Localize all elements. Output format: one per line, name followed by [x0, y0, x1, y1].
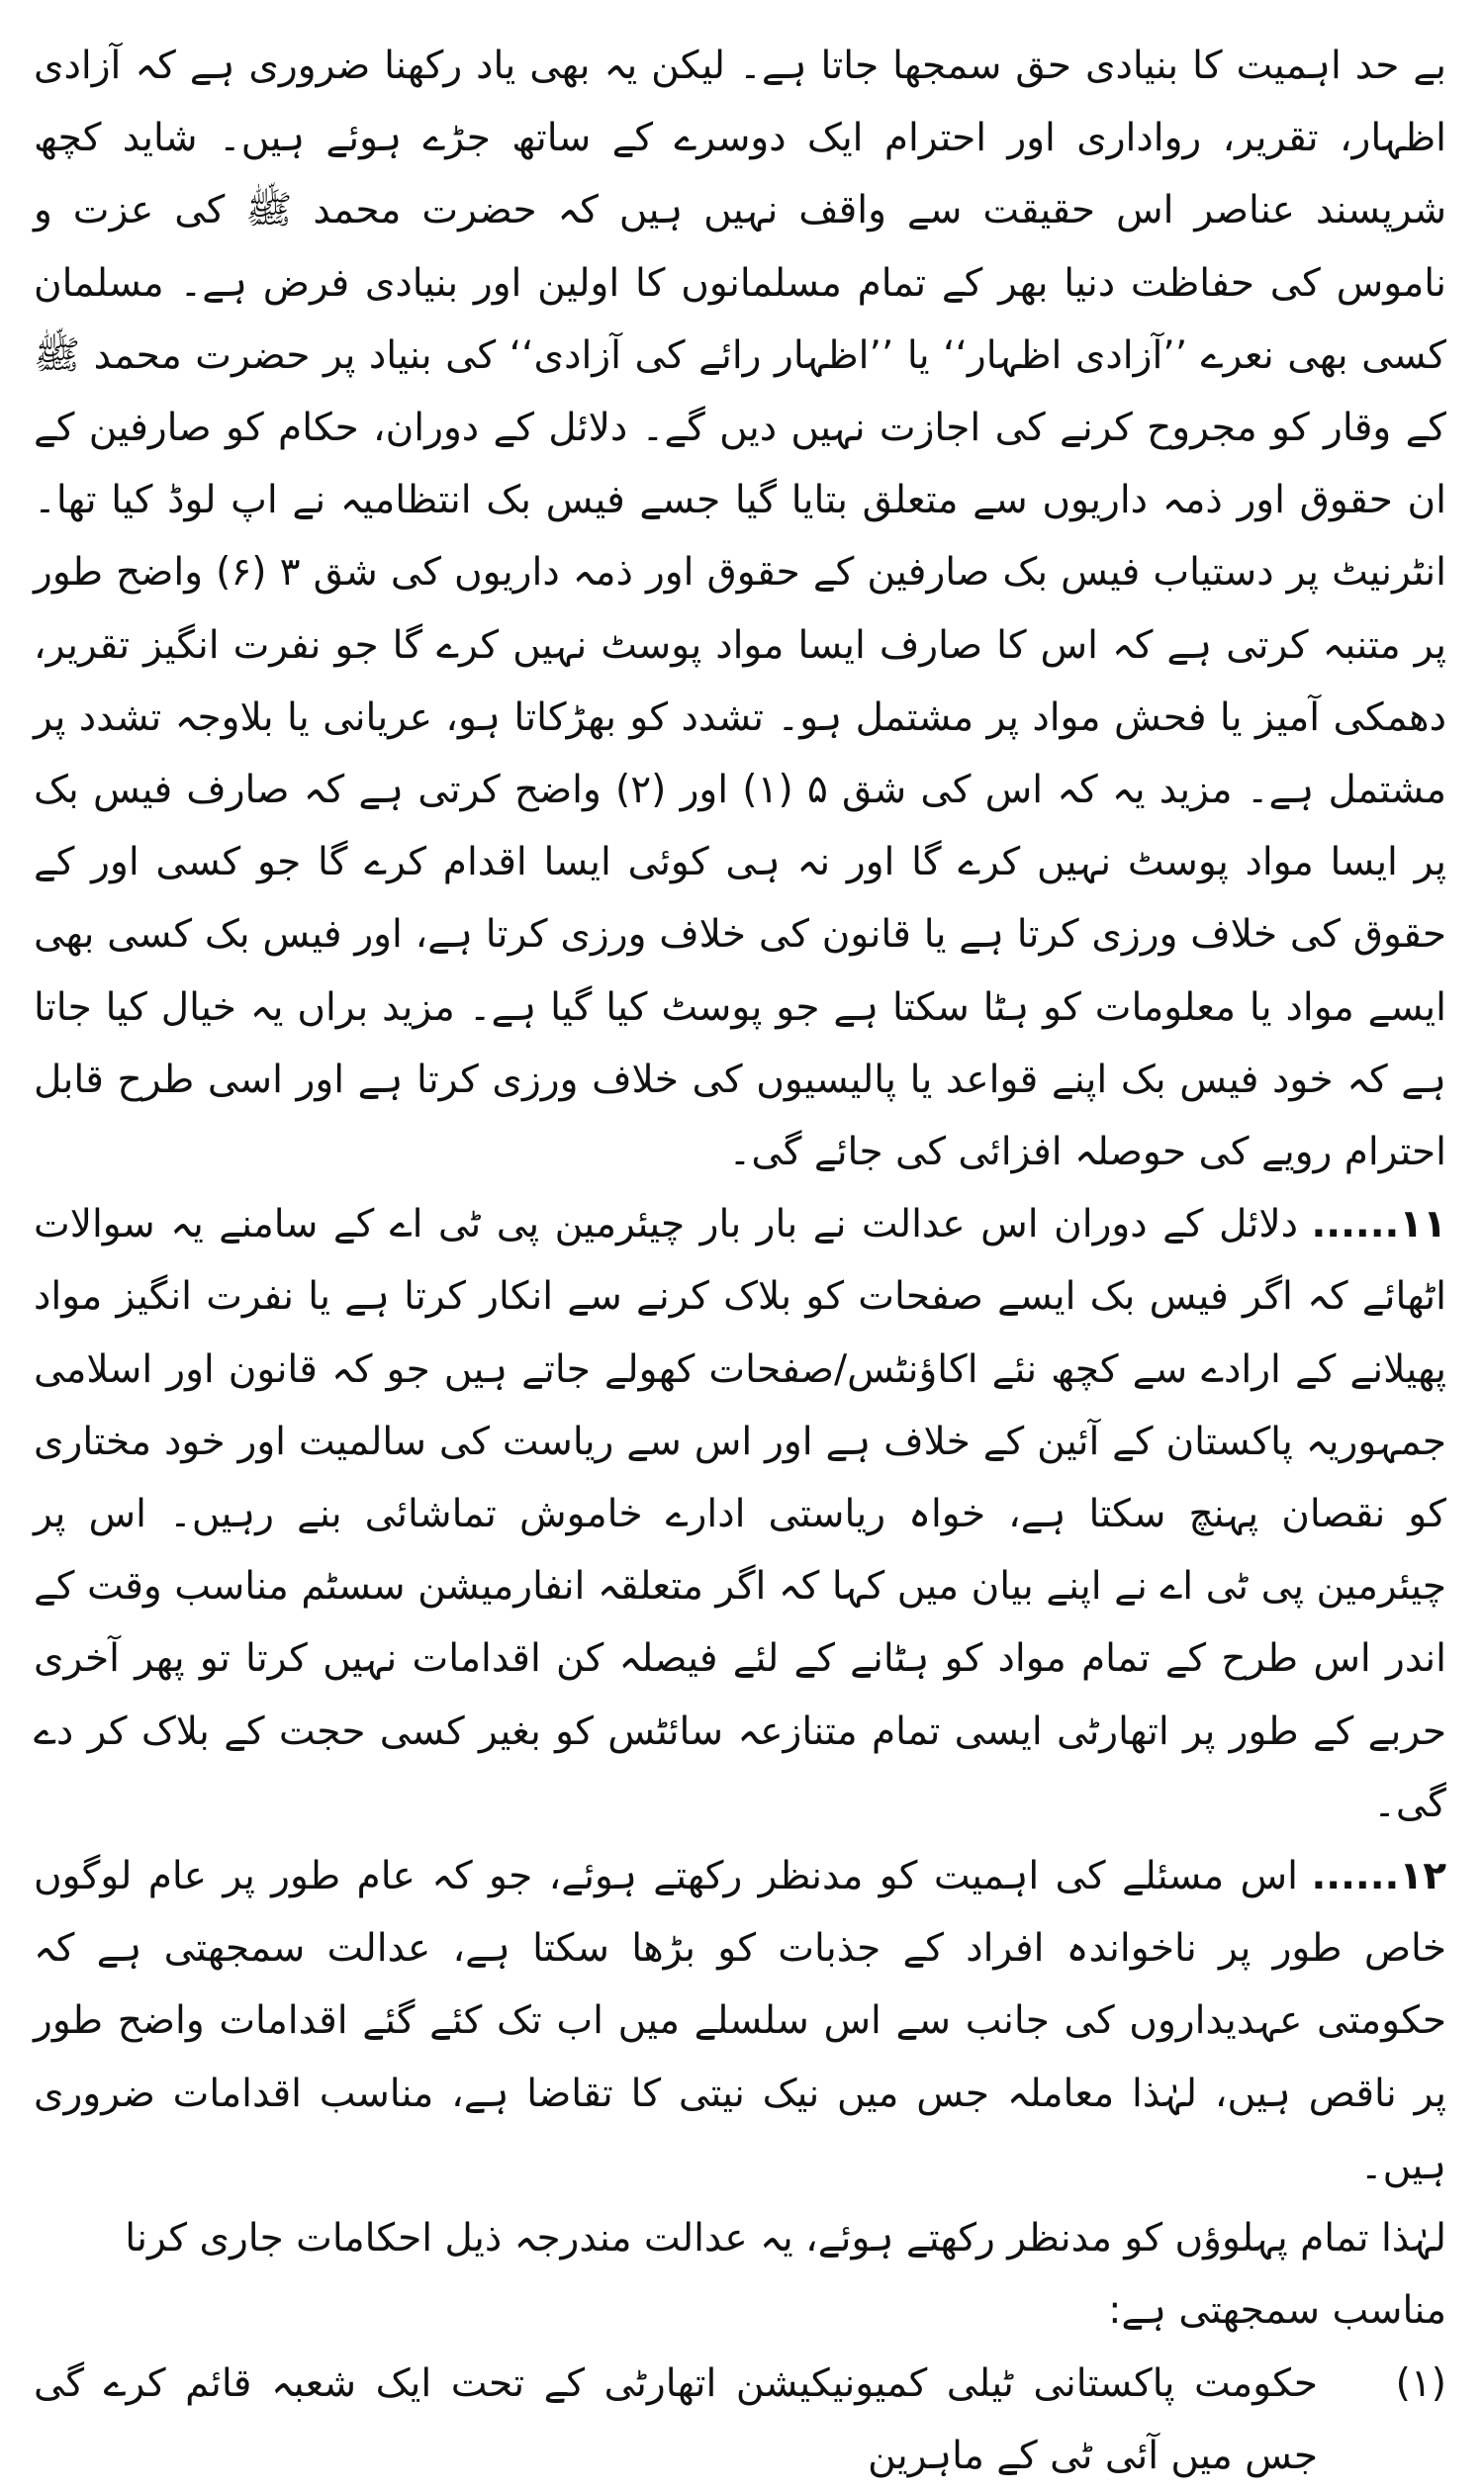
paragraph-11-text: دلائل کے دوران اس عدالت نے بار بار چیئرمین پی ٹی اے کے سامنے یہ سوالات اٹھائے کہ اگر فیس بک ایسے صفحات کو بلاک کرنے سے انکار کرتا ہے یا نفرت انگیز مواد پھیلانے کے ارادے سے کچھ نئے اکاؤنٹس/صفحات کھولے جاتے ہیں جو کہ قانون اور اسلامی جمہوریہ پاکستان کے آئین کے خلاف ہے اور اس سے ریاست کی سالمیت اور خود مختاری کو نقصان پہنچ سکتا ہے، خواہ ریاستی ادارے خاموش تماشائی بنے رہیں۔ اس پر چیئرمین پی ٹی اے نے اپنے بیان میں کہا کہ اگر متعلقہ انفارمیشن سسٹم مناسب وقت کے اندر اس طرح کے تمام مواد کو ہٹانے کے لئے فیصلہ کن اقدامات نہیں کرتا تو پھر آخری حربے کے طور پر اتھارٹی ایسی تمام متنازعہ سائٹس کو بغیر کسی حجت کے بلاک کر دے گی۔	[34, 1202, 1446, 1826]
orders-preamble: لہٰذا تمام پہلوؤں کو مدنظر رکھتے ہوئے، یہ عدالت مندرجہ ذیل احکامات جاری کرنا مناسب سمجھتی ہے:	[125, 2216, 1446, 2334]
paragraph-11	[34, 1188, 1446, 1840]
paragraph-11-number: ۱۱......	[1311, 1202, 1446, 1247]
paragraph-12-text: اس مسئلے کی اہمیت کو مدنظر رکھتے ہوئے، جو کہ عام طور پر عام لوگوں خاص طور پر ناخواندہ افراد کے جذبات کو بڑھا سکتا ہے، عدالت سمجھتی ہے کہ حکومتی عہدیداروں کی جانب سے اس سلسلے میں اب تک کئے گئے اقدامات واضح طور پر ناقص ہیں، لہٰذا معاملہ جس میں نیک نیتی کا تقاضا ہے، مناسب اقدامات ضروری ہیں۔	[34, 1854, 1446, 2188]
order-item-1-number: (۱)	[1395, 2360, 1446, 2406]
order-item-1	[34, 2348, 1446, 2492]
paragraph-12-number: ۱۲......	[1311, 1854, 1446, 1899]
paragraph-12	[34, 1840, 1446, 2202]
intro-paragraph: بے حد اہمیت کا بنیادی حق سمجھا جاتا ہے۔ لیکن یہ بھی یاد رکھنا ضروری ہے کہ آزادی اظہار، تقریر، رواداری اور احترام ایک دوسرے کے ساتھ جڑے ہوئے ہیں۔ شاید کچھ شرپسند عناصر اس حقیقت سے واقف نہیں ہیں کہ حضرت محمد ﷺ کی عزت و ناموس کی حفاظت دنیا بھر کے تمام مسلمانوں کا اولین اور بنیادی فرض ہے۔ مسلمان کسی بھی نعرے ’’آزادی اظہار‘‘ یا ’’اظہار رائے کی آزادی‘‘ کی بنیاد پر حضرت محمد ﷺ کے وقار کو مجروح کرنے کی اجازت نہیں دیں گے۔ دلائل کے دوران، حکام کو صارفین کے ان حقوق اور ذمہ داریوں سے متعلق بتایا گیا جسے فیس بک انتظامیہ نے اپ لوڈ کیا تھا۔ انٹرنیٹ پر دستیاب فیس بک صارفین کے حقوق اور ذمہ داریوں کی شق ۳ (۶) واضح طور پر متنبہ کرتی ہے کہ اس کا صارف ایسا مواد پوسٹ نہیں کرے گا جو نفرت انگیز تقریر، دھمکی آمیز یا فحش مواد پر مشتمل ہو۔ تشدد کو بھڑکاتا ہو، عریانی یا بلاوجہ تشدد پر مشتمل ہے۔ مزید یہ کہ اس کی شق ۵ (۱) اور (۲) واضح کرتی ہے کہ صارف فیس بک پر ایسا مواد پوسٹ نہیں کرے گا اور نہ ہی کوئی ایسا اقدام کرے گا جو کسی اور کے حقوق کی خلاف ورزی کرتا ہے یا قانون کی خلاف ورزی کرتا ہے، اور فیس بک کسی بھی ایسے مواد یا معلومات کو ہٹا سکتا ہے جو پوسٹ کیا گیا ہے۔ مزید براں یہ خیال کیا جاتا ہے کہ خود فیس بک اپنے قواعد یا پالیسیوں کی خلاف ورزی کرتا ہے اور اسی طرح قابل احترام رویے کی حوصلہ افزائی کی جائے گی۔	[34, 44, 1446, 1175]
order-item-1-text: حکومت پاکستانی ٹیلی کمیونیکیشن اتھارٹی کے تحت ایک شعبہ قائم کرے گی جس میں آئی ٹی کے ماہرین	[34, 2360, 1318, 2478]
